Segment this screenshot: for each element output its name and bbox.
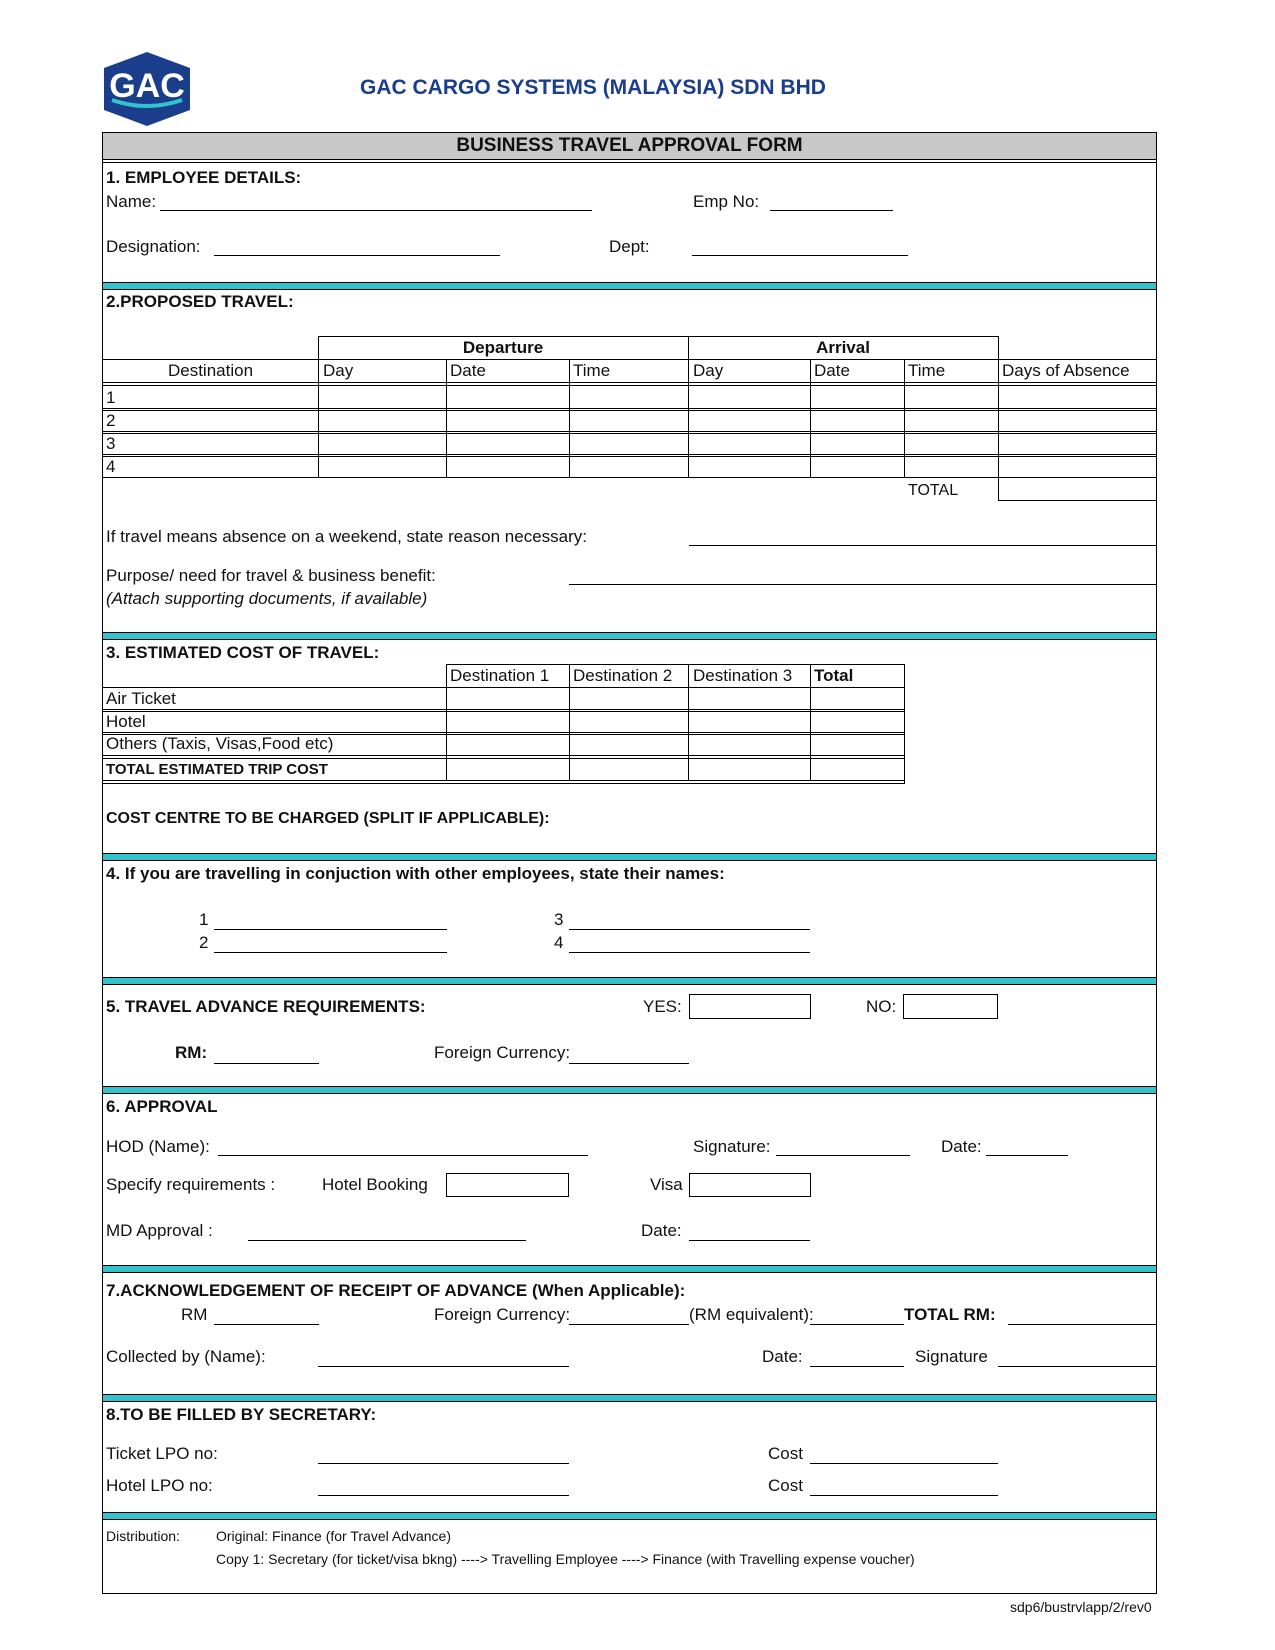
specify-label: Specify requirements : — [106, 1175, 276, 1194]
md-date-label: Date: — [641, 1221, 682, 1240]
divider — [103, 853, 1156, 861]
name-label: Name: — [106, 192, 157, 211]
colleague-2-field[interactable] — [214, 952, 447, 953]
s3-title: 3. ESTIMATED COST OF TRAVEL: — [106, 643, 380, 662]
date-label: Date: — [941, 1137, 982, 1156]
colleague-1-field[interactable] — [214, 929, 447, 930]
ticket-cost-label: Cost — [768, 1444, 803, 1463]
cost-row-air: Air Ticket — [106, 689, 176, 708]
ack-fc-label: Foreign Currency: — [434, 1305, 571, 1324]
divider — [103, 1265, 1156, 1273]
attach-note: (Attach supporting documents, if available) — [106, 589, 428, 608]
rm-equivalent-label: (RM equivalent): — [689, 1305, 814, 1324]
col-days-absence: Days of Absence — [1002, 361, 1130, 380]
emp-no-label: Emp No: — [693, 192, 760, 211]
rm-field[interactable] — [214, 1063, 319, 1064]
col-arr-time: Time — [908, 361, 946, 380]
s1-title: 1. EMPLOYEE DETAILS: — [106, 168, 302, 187]
ack-fc-field[interactable] — [569, 1324, 689, 1325]
cost-row-total: TOTAL ESTIMATED TRIP COST — [106, 761, 328, 778]
date-field[interactable] — [986, 1155, 1068, 1156]
s2-title: 2.PROPOSED TRAVEL: — [106, 292, 294, 311]
hotel-cost-label: Cost — [768, 1476, 803, 1495]
divider — [103, 632, 1156, 640]
table-row: 1 — [106, 388, 116, 407]
gac-logo — [100, 50, 194, 128]
rm-label: RM: — [175, 1043, 208, 1062]
ack-signature-label: Signature — [915, 1347, 988, 1366]
logo-text: GAC — [109, 67, 185, 105]
distribution-original: Original: Finance (for Travel Advance) — [216, 1528, 451, 1544]
colleague-3-field[interactable] — [569, 929, 810, 930]
no-checkbox[interactable] — [903, 994, 998, 1019]
col-dep-day: Day — [323, 361, 354, 380]
s7-title: 7.ACKNOWLEDGEMENT OF RECEIPT OF ADVANCE (When Applicable): — [106, 1281, 686, 1300]
ticket-lpo-label: Ticket LPO no: — [106, 1444, 218, 1463]
col-arr-day: Day — [693, 361, 724, 380]
name-field[interactable] — [160, 210, 592, 211]
rm-equivalent-field[interactable] — [810, 1324, 904, 1325]
ticket-cost-field[interactable] — [810, 1463, 998, 1464]
col-dep-date: Date — [450, 361, 486, 380]
s5-title: 5. TRAVEL ADVANCE REQUIREMENTS: — [106, 997, 426, 1016]
dept-label: Dept: — [609, 237, 650, 256]
fc-field[interactable] — [569, 1063, 689, 1064]
visa-checkbox[interactable] — [689, 1173, 811, 1197]
ack-date-field[interactable] — [810, 1366, 904, 1367]
total-rm-label: TOTAL RM: — [904, 1305, 996, 1324]
signature-label: Signature: — [693, 1137, 771, 1156]
md-approval-field[interactable] — [248, 1240, 526, 1241]
designation-label: Designation: — [106, 237, 201, 256]
cost-col-dest2: Destination 2 — [573, 666, 673, 685]
no-label: NO: — [866, 997, 897, 1016]
col-dep-time: Time — [573, 361, 611, 380]
col-arr-date: Date — [814, 361, 850, 380]
hod-field[interactable] — [218, 1155, 588, 1156]
purpose-label: Purpose/ need for travel & business benefit: — [106, 566, 436, 585]
company-name: GAC CARGO SYSTEMS (MALAYSIA) SDN BHD — [360, 76, 826, 99]
colleague-4-field[interactable] — [569, 952, 810, 953]
distribution-copy: Copy 1: Secretary (for ticket/visa bkng) ----> Travelling Employee ----> Finance (with Travelling expense voucher) — [216, 1551, 915, 1567]
cost-col-dest3: Destination 3 — [693, 666, 793, 685]
total-label: TOTAL — [908, 482, 959, 499]
cost-col-dest1: Destination 1 — [450, 666, 550, 685]
divider — [103, 977, 1156, 985]
ack-signature-field[interactable] — [998, 1366, 1156, 1367]
divider — [103, 1394, 1156, 1402]
hod-label: HOD (Name): — [106, 1137, 210, 1156]
ack-date-label: Date: — [762, 1347, 803, 1366]
divider — [103, 1512, 1156, 1520]
hotel-booking-label: Hotel Booking — [322, 1175, 428, 1194]
hotel-booking-checkbox[interactable] — [446, 1173, 569, 1197]
cost-row-others: Others (Taxis, Visas,Food etc) — [106, 734, 334, 753]
cost-row-hotel: Hotel — [106, 712, 146, 731]
total-rm-field[interactable] — [1008, 1324, 1156, 1325]
ticket-lpo-field[interactable] — [318, 1463, 569, 1464]
table-row: 2 — [106, 411, 116, 430]
col-destination: Destination — [167, 361, 254, 380]
departure-header: Departure — [462, 338, 544, 357]
cost-col-total: Total — [814, 666, 854, 685]
hotel-cost-field[interactable] — [810, 1495, 998, 1496]
cost-centre-label: COST CENTRE TO BE CHARGED (SPLIT IF APPLICABLE): — [106, 810, 550, 827]
collected-field[interactable] — [318, 1366, 569, 1367]
collected-label: Collected by (Name): — [106, 1347, 266, 1366]
visa-label: Visa — [650, 1175, 683, 1194]
md-approval-label: MD Approval : — [106, 1221, 213, 1240]
s6-title: 6. APPROVAL — [106, 1097, 218, 1116]
md-date-field[interactable] — [689, 1240, 810, 1241]
arrival-header: Arrival — [816, 338, 870, 357]
weekend-label: If travel means absence on a weekend, state reason necessary: — [106, 527, 587, 546]
divider — [103, 1086, 1156, 1094]
ack-rm-field[interactable] — [214, 1324, 319, 1325]
designation-field[interactable] — [214, 255, 500, 256]
hotel-lpo-label: Hotel LPO no: — [106, 1476, 213, 1495]
divider — [103, 282, 1156, 290]
weekend-field[interactable] — [689, 545, 1156, 546]
hotel-lpo-field[interactable] — [318, 1495, 569, 1496]
s4-title: 4. If you are travelling in conjuction with other employees, state their names: — [106, 864, 725, 883]
fc-label: Foreign Currency: — [434, 1043, 571, 1062]
yes-label: YES: — [643, 997, 682, 1016]
purpose-field[interactable] — [569, 584, 1156, 585]
table-row: 4 — [106, 457, 116, 476]
distribution-label: Distribution: — [106, 1528, 180, 1544]
form-title: BUSINESS TRAVEL APPROVAL FORM — [456, 135, 803, 156]
dept-field[interactable] — [692, 255, 908, 256]
form-code: sdp6/bustrvlapp/2/rev0 — [1010, 1599, 1152, 1615]
yes-checkbox[interactable] — [689, 994, 811, 1019]
emp-no-field[interactable] — [770, 210, 893, 211]
signature-field[interactable] — [776, 1155, 910, 1156]
table-row: 3 — [106, 434, 116, 453]
ack-rm-label: RM — [181, 1305, 208, 1324]
s8-title: 8.TO BE FILLED BY SECRETARY: — [106, 1405, 377, 1424]
